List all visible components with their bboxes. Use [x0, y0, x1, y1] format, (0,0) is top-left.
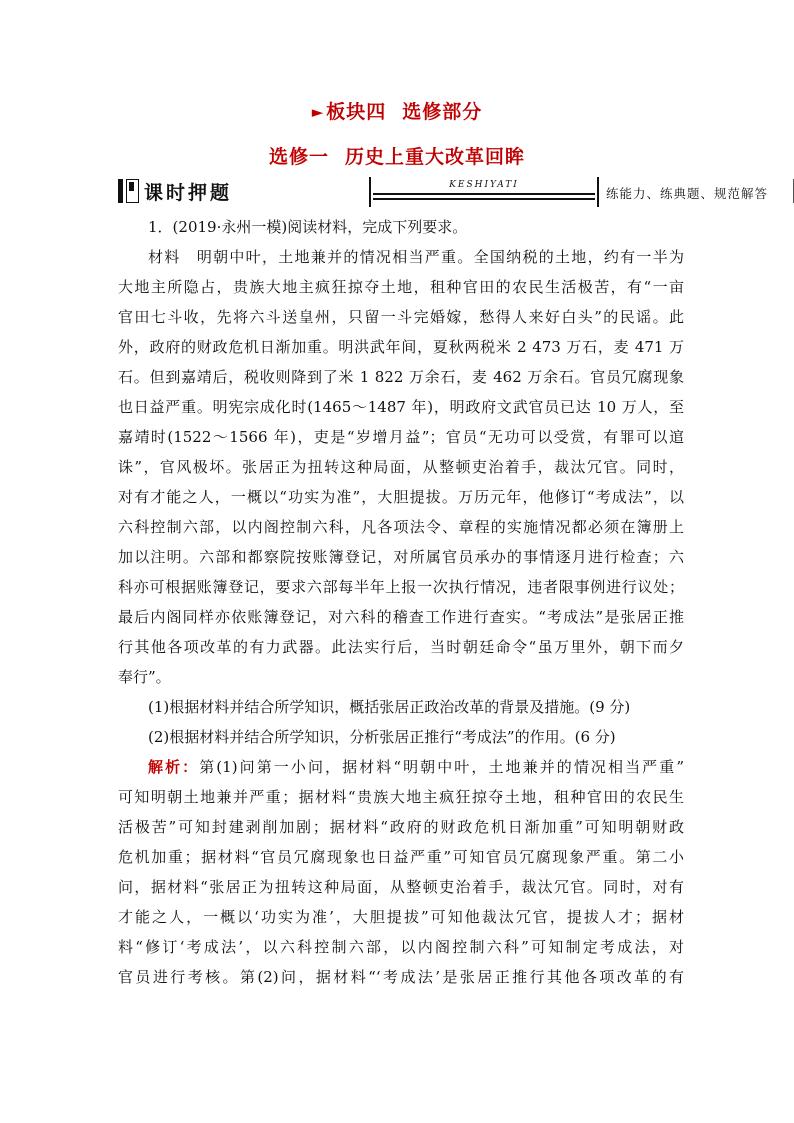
section-title	[0, 97, 794, 124]
material-line: 科亦可根据账簿登记，要求六部每半年上报一次执行情况，违者限事例进行议处；	[118, 578, 684, 596]
sub-question-2: (2)根据材料并结合所学知识，分析张居正推行“考成法”的作用。(6 分)	[148, 728, 616, 746]
section-title-part1: 板块四	[326, 101, 387, 123]
chapter-title-part2: 历史上重大改革回眸	[345, 146, 526, 168]
material-line: 石。但到嘉靖后，税收则降到了米 1 822 万余石，麦 462 万余石。官员冗腐现象	[118, 368, 684, 386]
material-line: 行其他各项改革的有力武器。此法实行后，当时朝廷命令“虽万里外，朝下而夕	[118, 638, 684, 656]
analysis-line: 官员进行考核。第(2)问，据材料“‘考成法’是张居正推行其他各项改革的有	[118, 968, 684, 986]
material-line: 外，政府的财政危机日渐加重。明洪武年间，夏秋两税米 2 473 万石，麦 471 万	[118, 338, 684, 356]
analysis-first-text: 第(1)问第一小问，据材料“明朝中叶，土地兼并的情况相当严重”	[199, 758, 684, 776]
analysis-line: 料“修订‘考成法’，以六科控制六部，以内阁控制六科”可知制定考成法，对	[118, 938, 684, 956]
material-line: 材料 明朝中叶，土地兼并的情况相当严重。全国纳税的土地，约有一半为	[148, 248, 684, 266]
material-line: 六科控制六部，以内阁控制六科，凡各项法令、章程的实施情况都必须在簿册上	[118, 518, 684, 536]
banner-bar-icon	[118, 179, 123, 203]
analysis-line: 问，据材料“张居正为扭转这种局面，从整顿吏治着手，裁汰冗官。同时，对有	[118, 878, 684, 896]
question-block	[118, 212, 684, 992]
material-line: 奉行”。	[118, 668, 171, 686]
banner-divider	[597, 177, 599, 207]
material-line: 加以注明。六部和都察院按账簿登记，对所属官员承办的事情逐月进行检查；六	[118, 548, 684, 566]
section-title-part2: 选修部分	[402, 101, 483, 123]
analysis-line: 危机加重；据材料“官员冗腐现象也日益严重”可知官员冗腐现象严重。第二小	[118, 848, 684, 866]
banner-box-icon	[126, 179, 139, 203]
material-line: 最后内阁同样亦依账簿登记，对六科的稽查工作进行查实。“考成法”是张居正推	[118, 608, 684, 626]
analysis-line: 才能之人，一概以‘功实为准’，大胆提拔”可知他裁汰冗官，提拔人才；据材	[118, 908, 684, 926]
triangle-marker-icon: ►	[311, 103, 325, 121]
banner-latin-label: KESHIYATI	[449, 180, 519, 190]
material-line: 诛”，官风极坏。张居正为扭转这种局面，从整顿吏治着手，裁汰冗官。同时，	[118, 458, 684, 476]
banner-right-text: 练能力、练典题、规范解答	[606, 186, 769, 201]
analysis-label: 解析：	[148, 758, 200, 776]
banner-rule	[373, 193, 595, 195]
material-line: 也日益严重。明宪宗成化时(1465～1487 年)，明政府文武官员已达 10 万人，至	[118, 398, 684, 416]
material-line: 嘉靖时(1522～1566 年)，吏是“岁增月益”；官员“无功可以受赏，有罪可以逭	[118, 428, 684, 446]
analysis-first-line	[118, 752, 684, 782]
banner-label: 课时押题	[144, 182, 233, 204]
banner-divider	[369, 177, 371, 207]
material-line: 官田七斗收，先将六斗送皇州，只留一斗完婚嫁，愁得人来好白头”的民谣。此	[118, 308, 684, 326]
material-line: 对有才能之人，一概以“功实为准”，大胆提拔。万历元年，他修订“考成法”，以	[118, 488, 684, 506]
analysis-line: 可知明朝土地兼并严重；据材料“贵族大地主疯狂掠夺土地，租种官田的农民生	[118, 788, 684, 806]
exercise-banner	[118, 177, 769, 209]
analysis-line: 活极苦”可知封建剥削加剧；据材料“政府的财政危机日渐加重”可知明朝财政	[118, 818, 684, 836]
chapter-title	[0, 142, 794, 169]
banner-rule	[373, 198, 595, 200]
material-line: 大地主所隐占，贵族大地主疯狂掠夺土地，租种官田的农民生活极苦，有“一亩	[118, 278, 684, 296]
chapter-title-part1: 选修一	[268, 146, 329, 168]
sub-question-1: (1)根据材料并结合所学知识，概括张居正政治改革的背景及措施。(9 分)	[148, 698, 631, 716]
question-intro: 1．(2019·永州一模)阅读材料，完成下列要求。	[148, 218, 468, 236]
